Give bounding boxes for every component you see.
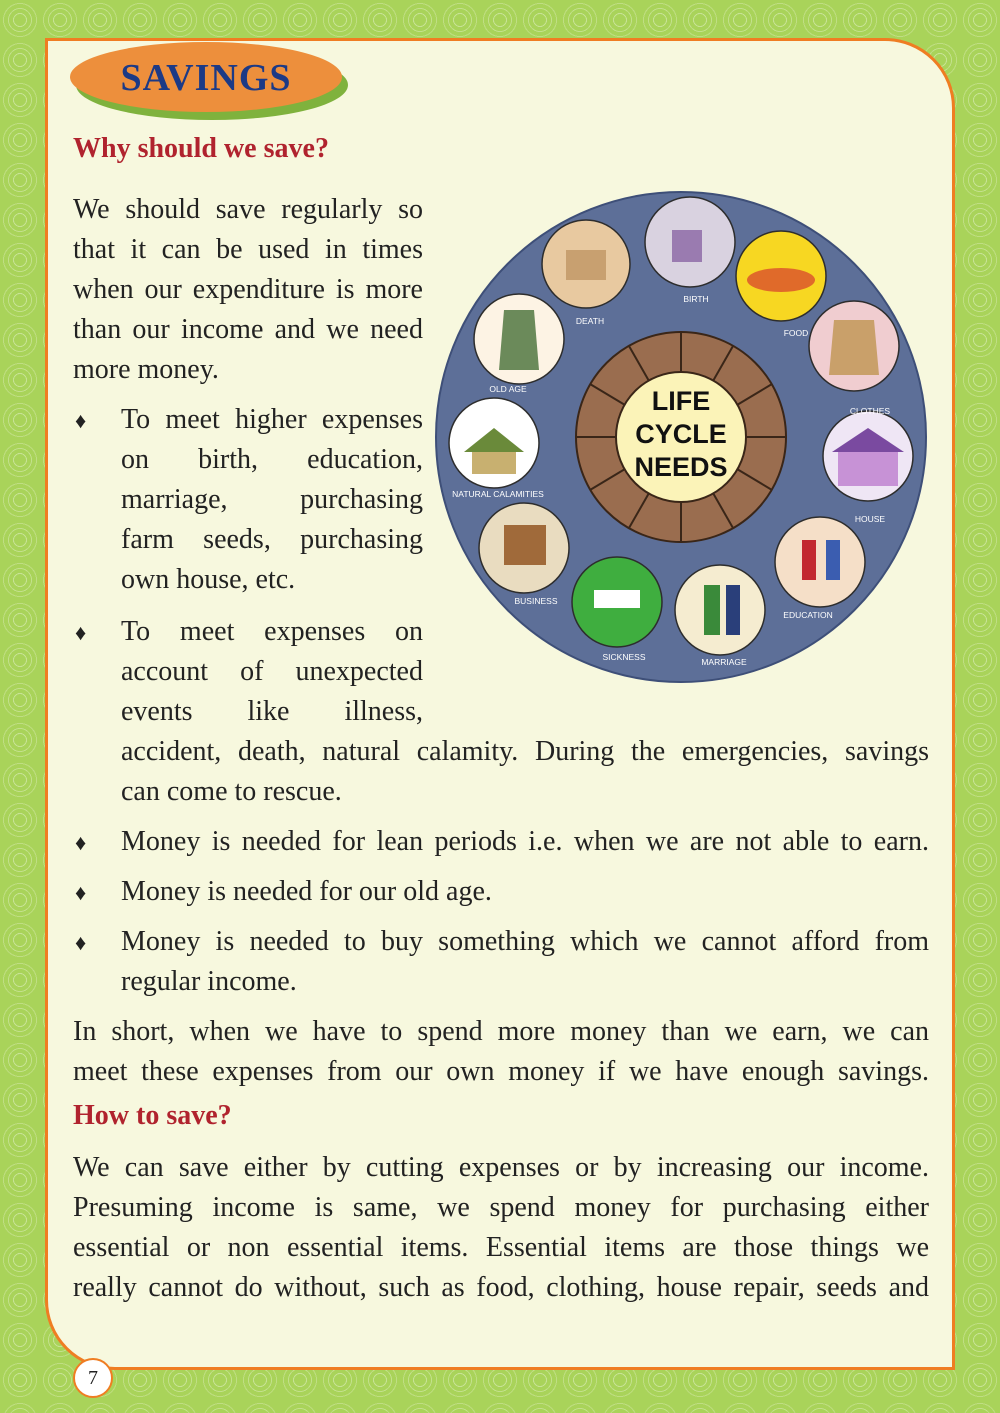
how-line: We can save either by cutting expenses or by increasing our income. [73, 1152, 929, 1183]
bullet-line: events like illness, [121, 696, 423, 727]
bullet-line: accident, death, natural calamity. During the emergencies, savings [121, 736, 929, 767]
title-badge [70, 42, 342, 112]
heading-why-save: Why should we save? [73, 133, 329, 164]
label-marriage: MARRIAGE [701, 657, 747, 667]
bullet-marker: ♦ [75, 830, 87, 855]
life-cycle-needs-diagram [434, 190, 929, 685]
how-line: Presuming income is same, we spend money for purchasing either [73, 1192, 929, 1223]
label-clothes: CLOTHES [849, 406, 891, 416]
label-sickness: SICKNESS [602, 652, 646, 662]
how-line: essential or non essential items. Essential items are those things we [73, 1232, 929, 1263]
bullet-4: Money is needed for our old age. [121, 876, 492, 907]
bullet-line: regular income. [121, 966, 297, 997]
label-old-age: OLD AGE [489, 384, 527, 394]
how-line: really cannot do without, such as food, clothing, house repair, seeds and [73, 1272, 929, 1303]
label-death: DEATH [575, 316, 605, 326]
bullet-line: own house, etc. [121, 564, 296, 595]
center-label: NEEDS [634, 452, 728, 482]
label-education: EDUCATION [783, 610, 833, 620]
intro-line: when our expenditure is more [73, 274, 423, 305]
page-number: 7 [73, 1358, 113, 1398]
bullet-line: To meet higher expenses [121, 404, 423, 435]
bullet-marker: ♦ [75, 620, 87, 645]
bullet-marker: ♦ [75, 880, 87, 905]
center-label: LIFE [651, 386, 711, 416]
bullet-3: Money is needed for lean periods i.e. when we are not able to earn. [121, 826, 929, 857]
bullet-line: To meet expenses on [121, 616, 423, 647]
bullet-line: farm seeds, purchasing [121, 524, 423, 555]
intro-line: that it can be used in times [73, 234, 423, 265]
label-food: FOOD [783, 328, 809, 338]
summary-line: meet these expenses from our own money if we have enough savings. [73, 1056, 929, 1087]
heading-how-to-save: How to save? [73, 1100, 232, 1131]
bullet-line: on birth, education, [121, 444, 423, 475]
bullet-line: marriage, purchasing [121, 484, 423, 515]
page-title: SAVINGS [120, 57, 292, 99]
bullet-marker: ♦ [75, 408, 87, 433]
bullet-line: account of unexpected [121, 656, 423, 687]
education-image [775, 517, 865, 607]
label-birth: BIRTH [683, 294, 709, 304]
intro-line: than our income and we need [73, 314, 423, 345]
center-label: CYCLE [635, 419, 727, 449]
intro-line: We should save regularly so [73, 194, 423, 225]
bullet-marker: ♦ [75, 930, 87, 955]
label-house: HOUSE [854, 514, 886, 524]
summary-line: In short, when we have to spend more money than we earn, we can [73, 1016, 929, 1047]
label-business: BUSINESS [514, 596, 558, 606]
bullet-line: Money is needed to buy something which we cannot afford from [121, 926, 929, 957]
intro-line: more money. [73, 354, 219, 385]
label-natural-calamities: NATURAL CALAMITIES [452, 489, 544, 499]
bullet-line: can come to rescue. [121, 776, 342, 807]
